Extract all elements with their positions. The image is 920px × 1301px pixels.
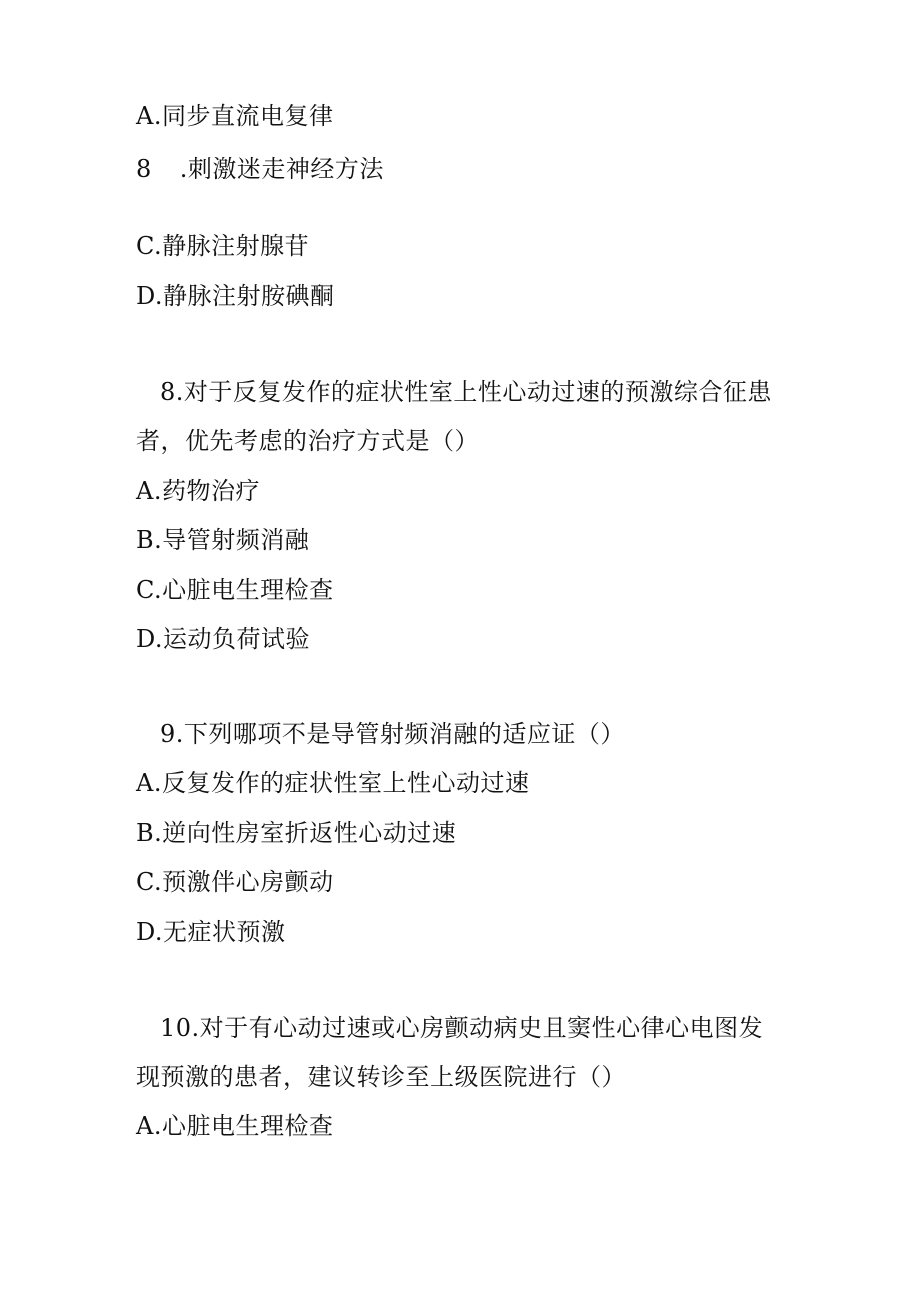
question-8-option-d: D.运动负荷试验 <box>136 625 311 653</box>
question-9-line-1: 9.下列哪项不是导管射频消融的适应证（） <box>160 720 625 748</box>
question-8-option-a: A.药物治疗 <box>136 477 260 505</box>
option-d-amiodarone: D.静脉注射胺碘酮 <box>136 282 335 310</box>
question-10-line-2: 现预激的患者，建议转诊至上级医院进行（） <box>136 1063 626 1091</box>
question-10-line-1: 10.对于有心动过速或心房颤动病史且窦性心律心电图发 <box>160 1014 764 1042</box>
option-a-cardioversion: A.同步直流电复律 <box>136 102 334 130</box>
question-9-option-a: A.反复发作的症状性室上性心动过速 <box>136 769 530 797</box>
option-b-vagal-maneuver <box>136 154 384 184</box>
question-10-option-a: A.心脏电生理检查 <box>136 1112 334 1140</box>
question-9-option-b: B.逆向性房室折返性心动过速 <box>136 819 457 847</box>
option-b-text: .刺激迷走神经方法 <box>179 155 384 183</box>
option-b-number: 8 <box>136 155 152 183</box>
question-8-option-c: C.心脏电生理检查 <box>136 576 334 604</box>
question-8-line-1: 8.对于反复发作的症状性室上性心动过速的预激综合征患 <box>160 378 772 406</box>
question-9-option-c: C.预激伴心房颤动 <box>136 868 334 896</box>
question-8-option-b: B.导管射频消融 <box>136 526 310 554</box>
question-8-line-2: 者，优先考虑的治疗方式是（） <box>136 427 479 455</box>
question-9-option-d: D.无症状预激 <box>136 918 286 946</box>
option-c-adenosine: C.静脉注射腺苷 <box>136 232 310 260</box>
